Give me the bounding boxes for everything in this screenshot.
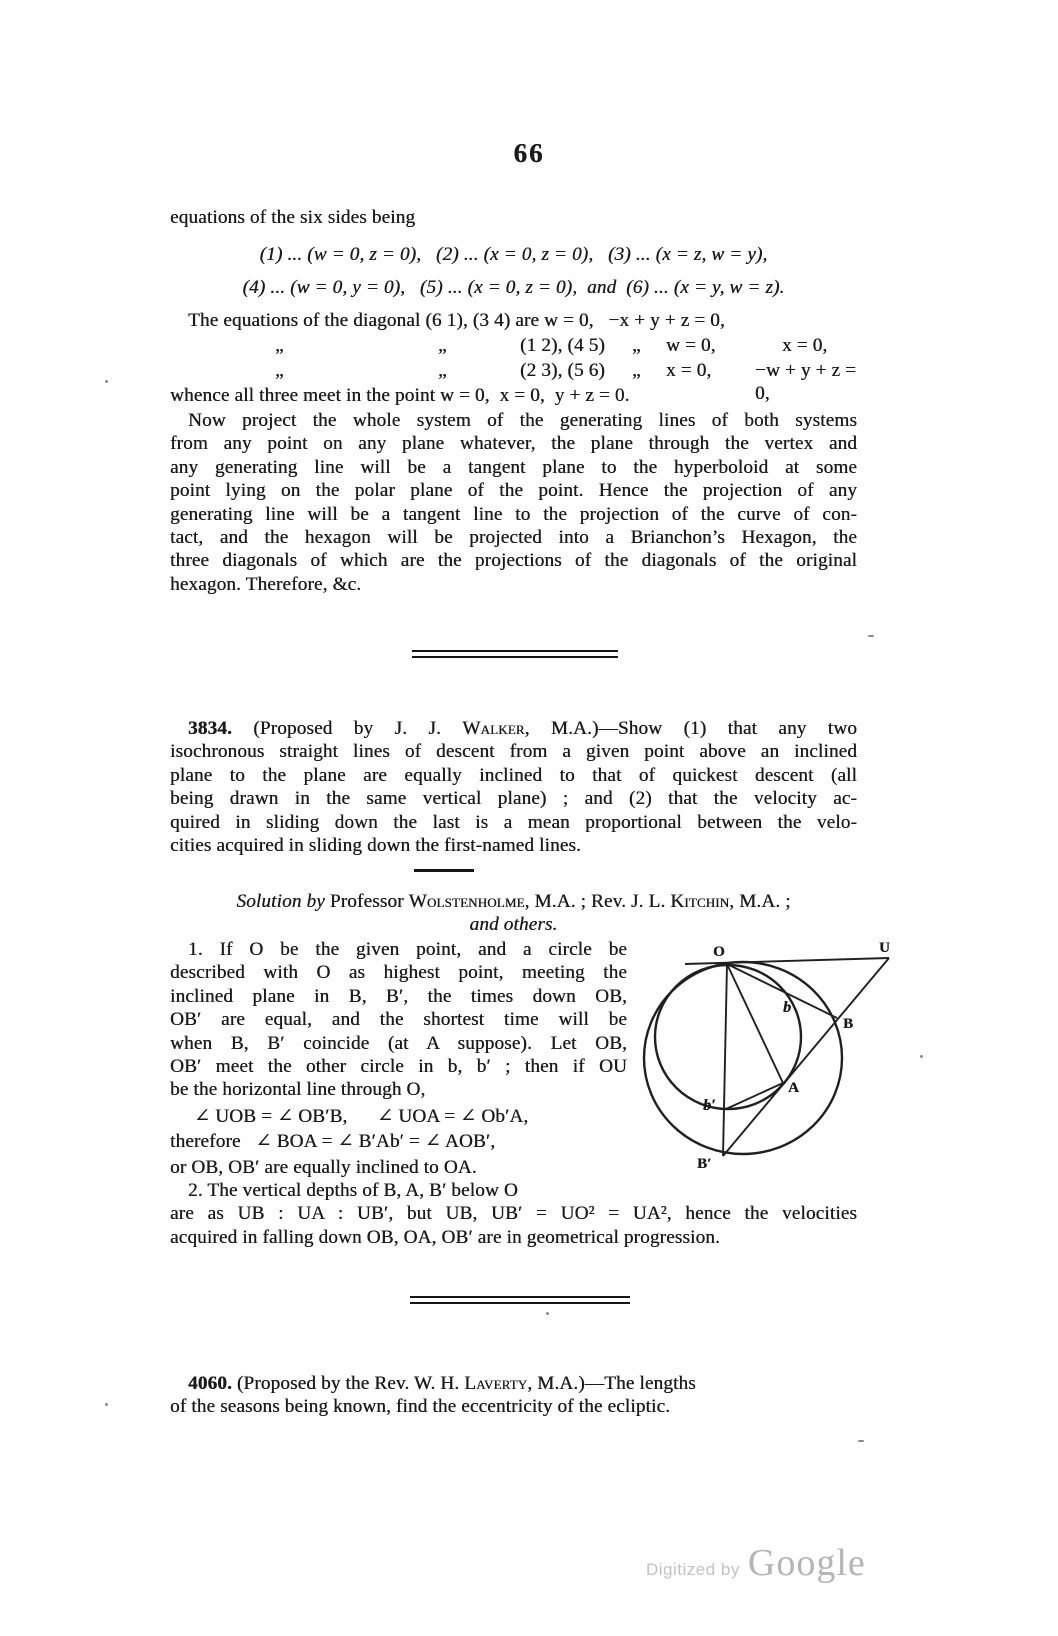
text-line: cities acquired in sliding down the first-named lines. (170, 835, 581, 857)
six-sides-equations-line2: (4) ... (w = 0, y = 0), (5) ... (x = 0, z = 0), and (6) ... (x = y, w = z). (242, 277, 785, 298)
text-line: point lying on the polar plane of the point. Hence the projection of any (170, 480, 857, 502)
text-line: from any point on any plane whatever, the plane through the vertex and (170, 433, 857, 455)
figure-label-A: A (788, 1080, 799, 1096)
text-line: 2. The vertical depths of B, A, B′ below O (188, 1180, 518, 1202)
text-segment: (Proposed by the Rev. W. H. (231, 1373, 465, 1394)
text-line: be the horizontal line through O, (170, 1079, 426, 1101)
equation: x = 0, (666, 360, 712, 381)
page-number: 66 (513, 138, 545, 168)
figure-label-b-prime: b′ (703, 1097, 716, 1114)
text-line: three diagonals of which are the projections of the diagonals of the original (170, 550, 857, 572)
section-divider-double (410, 1296, 630, 1304)
equation: x = 0, (782, 335, 828, 356)
solution-byline (170, 890, 857, 913)
geometry-figure (641, 938, 909, 1176)
text-line (170, 717, 857, 740)
chord-OB (727, 964, 837, 1018)
figure-label-b: b (783, 999, 792, 1016)
figure-label-O: O (713, 944, 725, 960)
text-line: being drawn in the same vertical plane) ; and (2) that the velocity ac- (170, 788, 857, 810)
figure-label-B-prime: B′ (697, 1156, 712, 1172)
solution-by-label: Solution by (236, 891, 325, 912)
prev-solution-intro: equations of the six sides being (170, 207, 416, 228)
angle-equation-line: therefore ∠ BOA = ∠ B′Ab′ = ∠ AOB′, (170, 1131, 496, 1153)
text-segment: Professor (324, 891, 409, 912)
google-logo: Google (747, 1542, 866, 1584)
whence-line: whence all three meet in the point w = 0, x = 0, y + z = 0. (170, 385, 630, 406)
solution-body (170, 938, 890, 1249)
diagonal-equations-row1: The equations of the diagonal (6 1), (3 4) are w = 0, −x + y + z = 0, (188, 310, 725, 331)
text-line: 1. If O be the given point, and a circle be (188, 939, 627, 960)
ditto-mark: „ (632, 335, 641, 356)
equation: w = 0, (666, 335, 716, 356)
ink-speck (105, 380, 108, 383)
text-line: of the seasons being known, find the eccentricity of the ecliptic. (170, 1396, 671, 1418)
text-line: described with O as highest point, meeting the (170, 962, 627, 984)
six-sides-equations-line1: (1) ... (w = 0, z = 0), (2) ... (x = 0, z = 0), (3) ... (x = z, w = y), (259, 244, 768, 265)
problem-3834 (170, 717, 857, 857)
figure-label-B: B (843, 1016, 854, 1032)
ink-speck (920, 1055, 923, 1058)
text-line: isochronous straight lines of descent from a given point above an inclined (170, 741, 857, 763)
text-line: tact, and the hexagon will be projected into a Brianchon’s Hexagon, the (170, 527, 857, 549)
small-circle (655, 965, 801, 1109)
text-line: any generating line will be a tangent plane to the hyperboloid at some (170, 456, 857, 478)
problem-4060 (170, 1372, 857, 1419)
proposer-name: Laverty (464, 1373, 528, 1394)
ink-speck (105, 1403, 108, 1406)
text-line: OB′ meet the other circle in b, b′ ; then if OU (170, 1056, 627, 1078)
ditto-mark: „ (275, 335, 284, 356)
diagonal-equations-row2 (170, 334, 857, 359)
ink-speck (858, 1440, 864, 1442)
ditto-mark: „ (438, 360, 447, 381)
text-line: inclined plane in B, B′, the times down OB, (170, 985, 627, 1007)
figure-label-U: U (879, 940, 890, 956)
ditto-mark: „ (438, 335, 447, 356)
ditto-mark: „ (275, 360, 284, 381)
ink-speck (868, 635, 874, 637)
watermark (646, 1542, 866, 1584)
text-line: when B, B′ coincide (at A suppose). Let OB, (170, 1032, 627, 1054)
projection-paragraph (170, 409, 857, 596)
text-line: generating line will be a tangent line to the projection of the curve of con- (170, 503, 857, 525)
problem-number: 4060. (188, 1373, 232, 1394)
inclined-plane-line (723, 958, 889, 1156)
text-line: or OB, OB′ are equally inclined to OA. (170, 1156, 477, 1178)
text-line: Now project the whole system of the generating lines of both systems (188, 410, 857, 431)
text-line: plane to the plane are equally inclined to that of quickest descent (all (170, 764, 857, 786)
diagonal-pairs: (1 2), (4 5) (520, 335, 605, 356)
text-segment: (Proposed by J. J. (231, 718, 463, 739)
solver-name: Wolstenholme (408, 891, 525, 912)
angle-equation-line: ∠ UOB = ∠ OB′B, ∠ UOA = ∠ Ob′A, (194, 1105, 529, 1127)
vertical-diameter-OBprime (723, 964, 727, 1156)
proposer-name: Walker (462, 718, 525, 739)
text-line: are as UB : UA : UB′, but UB, UB′ = UO² = UA², hence the velocities (170, 1203, 857, 1225)
text-segment: , M.A. ; (729, 891, 791, 912)
solver-name: Kitchin (670, 891, 730, 912)
text-line (170, 1372, 857, 1395)
and-others-line: and others. (469, 914, 558, 935)
text-line: acquired in falling down OB, OA, OB′ are in geometrical progression. (170, 1226, 720, 1248)
ditto-mark: „ (632, 360, 641, 381)
ink-speck (546, 1312, 549, 1315)
large-circle (644, 962, 842, 1154)
section-divider-double (412, 650, 618, 658)
text-segment: , M.A.)—Show (1) that any two (524, 718, 857, 739)
text-line: OB′ are equal, and the shortest time will be (170, 1009, 627, 1031)
digitized-by-label: Digitized by (646, 1560, 740, 1579)
diagonal-pairs: (2 3), (5 6) (520, 360, 605, 381)
solution-divider-rule (414, 869, 474, 872)
text-line: quired in sliding down the last is a mean proportional between the velo- (170, 811, 857, 833)
problem-number: 3834. (188, 718, 232, 739)
text-segment: , M.A.)—The lengths (527, 1373, 696, 1394)
text-line: hexagon. Therefore, &c. (170, 573, 362, 595)
text-segment: , M.A. ; Rev. J. L. (524, 891, 671, 912)
equation: −w + y + z = 0, (755, 360, 857, 405)
